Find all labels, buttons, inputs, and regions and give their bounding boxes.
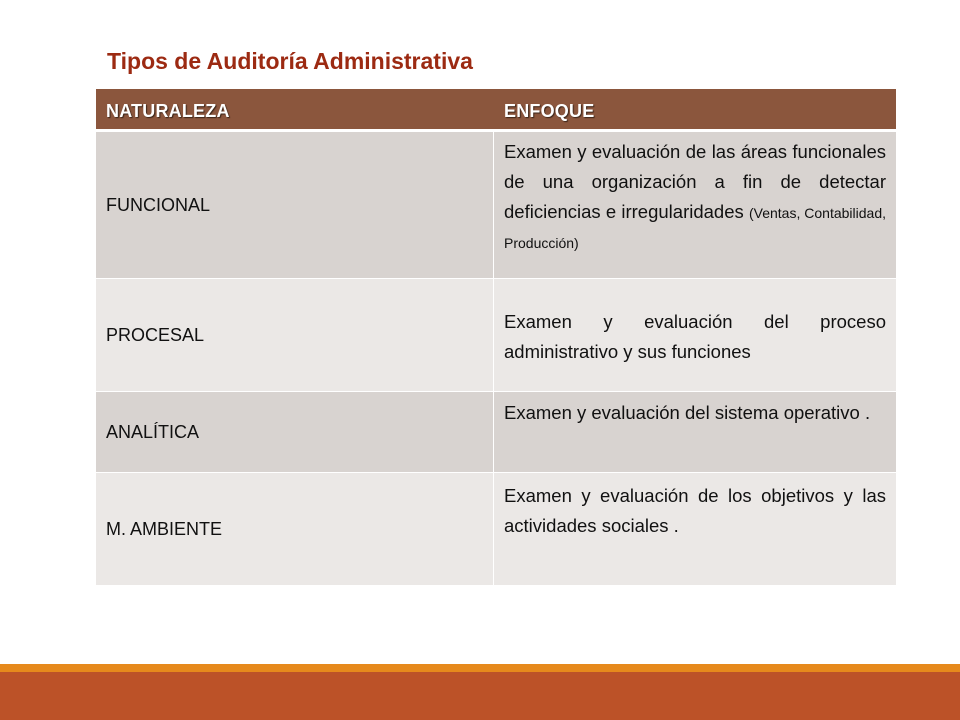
enfoque-text: Examen y evaluación de las áreas funcionales de una organización a fin de detectar deficiencias e irregularidades bbox=[504, 141, 886, 222]
table-row bbox=[96, 391, 896, 472]
header-naturaleza: NATURALEZA bbox=[106, 101, 230, 121]
naturaleza-cell: ANALÍTICA bbox=[96, 392, 494, 472]
naturaleza-cell: FUNCIONAL bbox=[96, 132, 494, 278]
header-enfoque: ENFOQUE bbox=[504, 101, 595, 121]
enfoque-note: (Ventas, Contabilidad, Producción) bbox=[504, 205, 887, 251]
table-row bbox=[96, 132, 896, 278]
table-row bbox=[96, 278, 896, 391]
enfoque-cell: Examen y evaluación de los objetivos y las actividades sociales . bbox=[504, 485, 886, 536]
slide-title: Tipos de Auditoría Administrativa bbox=[107, 48, 473, 74]
footer-band bbox=[0, 672, 960, 720]
footer-accent-stripe bbox=[0, 664, 960, 672]
naturaleza-cell: M. AMBIENTE bbox=[96, 473, 494, 585]
naturaleza-cell: PROCESAL bbox=[96, 279, 494, 391]
table-row bbox=[96, 472, 896, 585]
table-header-row bbox=[96, 89, 896, 132]
auditoria-table bbox=[96, 89, 896, 585]
enfoque-cell: Examen y evaluación del sistema operativo . bbox=[504, 402, 871, 423]
enfoque-cell: Examen y evaluación del proceso administrativo y sus funciones bbox=[504, 311, 886, 362]
enfoque-cell bbox=[494, 132, 896, 278]
